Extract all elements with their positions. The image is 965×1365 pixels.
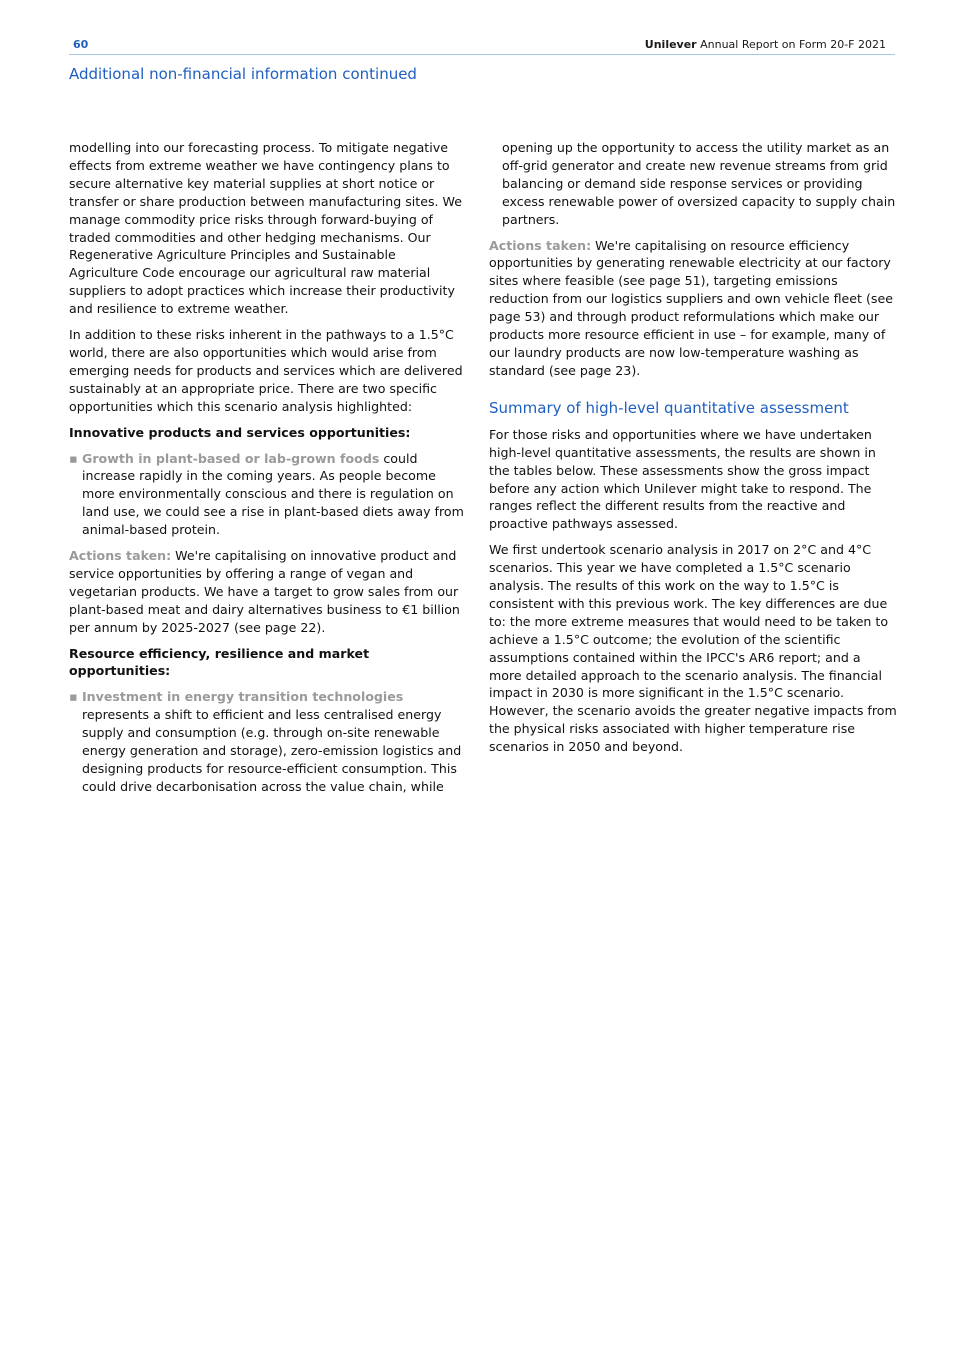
- page-number: 60: [73, 38, 89, 51]
- page-header: [69, 36, 895, 55]
- right-column: [489, 139, 897, 764]
- subheading-quantitative-assessment: Summary of high-level quantitative assessment: [489, 398, 849, 417]
- actions-taken-resource-efficiency: [489, 237, 897, 380]
- running-title: [645, 38, 886, 51]
- actions-text: We're capitalising on innovative product and service opportunities by offering a range of vegan and vegetarian products. We have a target to grow sales from our plant-based meat and dairy alternatives business to €1 billion per annum by 2025-2027 (see page 22).: [69, 548, 460, 635]
- report-title: Annual Report on Form 20-F 2021: [696, 38, 886, 51]
- bullet-marker: ▪: [69, 689, 78, 705]
- heading-innovative-products: Innovative products and services opportunities:: [69, 424, 411, 440]
- heading-resource-efficiency: Resource efficiency, resilience and market opportunities:: [69, 645, 370, 679]
- actions-text: We're capitalising on resource efficiency opportunities by generating renewable electricity at our factory sites where feasible (see page 51), targeting emissions reduction from our logistics suppliers and own vehicle fleet (see page 53) and through product reformulations which make our products more resource efficient in use – for example, many of our laundry products are now low-temperature washing as standard (see page 23).: [489, 237, 893, 378]
- brand-name: Unilever: [644, 38, 697, 51]
- actions-label: Actions taken:: [489, 237, 592, 253]
- bullet-energy-transition-continued: opening up the opportunity to access the utility market as an off-grid generator and create new revenue streams from grid balancing or demand side response services or providing excess renewable power of oversized capacity to supply chain partners.: [502, 140, 896, 227]
- actions-taken-products: [69, 547, 469, 637]
- paragraph-assessment-summary: For those risks and opportunities where we have undertaken high-level quantitative assessments, the results are shown in the tables below. These assessments show the gross impact before any action which Unilever might take to respond. The ranges reflect the different results from the reactive and proactive pathways assessed.: [489, 426, 876, 532]
- bullet-text: represents a shift to efficient and less centralised energy supply and consumption (e.g. through on-site renewable energy generation and storage), zero-emission logistics and designing products for resource-efficient consumption. This could drive decarbonisation across the value chain, while: [82, 707, 462, 794]
- bullet-plant-based-foods: [69, 450, 469, 540]
- paragraph-weather-risk: modelling into our forecasting process. To mitigate negative effects from extreme weather we have contingency plans to secure alternative key material supplies at short notice or transfer or share production between manufacturing sites. We manage commodity price risks through forward-buying of traded commodities and other hedging mechanisms. Our Regenerative Agriculture Principles and Sustainable Agriculture Code encourage our agricultural raw material suppliers to adopt practices which increase their productivity and resilience to extreme weather.: [69, 140, 463, 317]
- bullet-lead: Growth in plant-based or lab-grown foods: [82, 450, 380, 466]
- bullet-lead: Investment in energy transition technologies: [82, 689, 404, 705]
- bullet-text: could increase rapidly in the coming years. As people become more environmentally conscious and there is regulation on land use, we could see a rise in plant-based diets away from animal-based protein.: [82, 450, 464, 538]
- bullet-marker: ▪: [69, 450, 78, 466]
- actions-label: Actions taken:: [69, 548, 172, 564]
- bullet-energy-transition: [69, 688, 469, 795]
- section-title: Additional non-financial information continued: [69, 65, 417, 83]
- left-column: [69, 139, 469, 804]
- paragraph-scenario-history: We first undertook scenario analysis in 2017 on 2°C and 4°C scenarios. This year we have completed a 1.5°C scenario analysis. The results of this work on the way to 1.5°C is consistent with this previous work. The key differences are due to: the more extreme measures that would need to be taken to achieve a 1.5°C outcome; the evolution of the scientific assumptions contained within the IPCC's AR6 report; and a more detailed approach to the scenario analysis. The financial impact in 2030 is more significant in the 1.5°C scenario. However, the scenario avoids the greater negative impacts from the physical risks associated with higher temperature rise scenarios in 2050 and beyond.: [489, 542, 897, 755]
- paragraph-opportunities-intro: In addition to these risks inherent in the pathways to a 1.5°C world, there are also opportunities which would arise from emerging needs for products and services which are delivered sustainably at an appropriate price. There are two specific opportunities which this scenario analysis highlighted:: [69, 327, 463, 414]
